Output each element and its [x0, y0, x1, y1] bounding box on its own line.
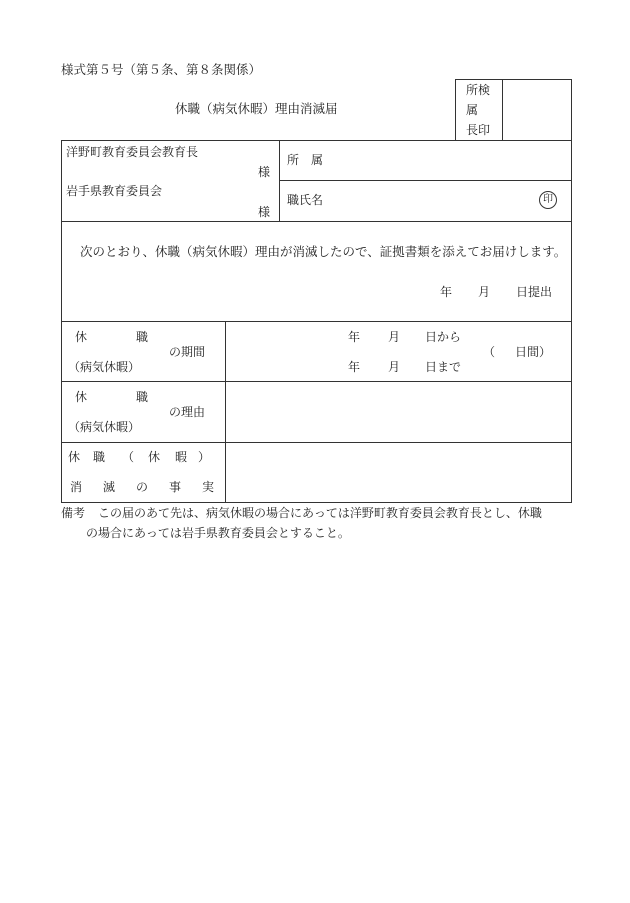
note-line: この届のあて先は、病気休暇の場合にあっては洋野町教育委員会教育長とし、休職: [98, 506, 542, 520]
form-number: 様式第５号（第５条、第８条関係）: [61, 62, 262, 77]
honorific: 様: [258, 205, 271, 219]
extinction-label-char: 消: [70, 480, 83, 494]
name-label: 職氏名: [287, 193, 324, 207]
recipient-superintendent: 洋野町教育委員会教育長: [66, 145, 199, 159]
period-label: の期間: [169, 345, 206, 359]
extinction-label-char: ）: [198, 450, 211, 464]
stamp-box-label: 所検: [466, 83, 491, 97]
submission-month: 月: [478, 285, 491, 299]
recipient-prefecture-board: 岩手県教育委員会: [66, 184, 163, 198]
extinction-label-char: の: [136, 480, 149, 494]
reason-label: の理由: [169, 405, 206, 419]
period-from-year: 年: [348, 330, 361, 344]
extinction-label-char: （: [122, 450, 135, 464]
form-title: 休職（病気休暇）理由消滅届: [175, 101, 338, 116]
reason-label: 休: [75, 390, 88, 404]
period-from-month: 月: [388, 330, 401, 344]
extinction-label-char: 暇: [175, 450, 188, 464]
stamp-box-label: 長印: [466, 123, 491, 137]
extinction-label-char: 休: [68, 450, 81, 464]
period-days-close: 日間）: [515, 345, 552, 359]
note-line: の場合にあっては岩手県教育委員会とすること。: [86, 526, 350, 540]
period-to-day: 日まで: [425, 360, 462, 374]
seal-mark-icon: 印: [539, 191, 557, 209]
period-to-month: 月: [388, 360, 401, 374]
reason-label: （病気休暇）: [68, 420, 141, 434]
statement-text: 次のとおり、休職（病気休暇）理由が消滅したので、証拠書類を添えてお届けします。: [80, 244, 567, 259]
submission-year: 年: [440, 285, 453, 299]
period-label: （病気休暇）: [68, 360, 141, 374]
submission-day: 日提出: [516, 285, 553, 299]
extinction-label-char: 事: [169, 480, 182, 494]
extinction-label-char: 滅: [103, 480, 116, 494]
period-from-day: 日から: [425, 330, 462, 344]
honorific: 様: [258, 165, 271, 179]
period-days-open: （: [483, 345, 496, 359]
period-to-year: 年: [348, 360, 361, 374]
period-label: 休: [75, 330, 88, 344]
period-label: 職: [136, 330, 149, 344]
extinction-label-char: 休: [148, 450, 161, 464]
reason-label: 職: [136, 390, 149, 404]
extinction-label-char: 職: [93, 450, 106, 464]
extinction-label-char: 実: [202, 480, 215, 494]
note-label: 備考: [61, 506, 86, 520]
affiliation-label: 所 属: [287, 153, 324, 167]
stamp-box-label: 属: [466, 103, 479, 117]
